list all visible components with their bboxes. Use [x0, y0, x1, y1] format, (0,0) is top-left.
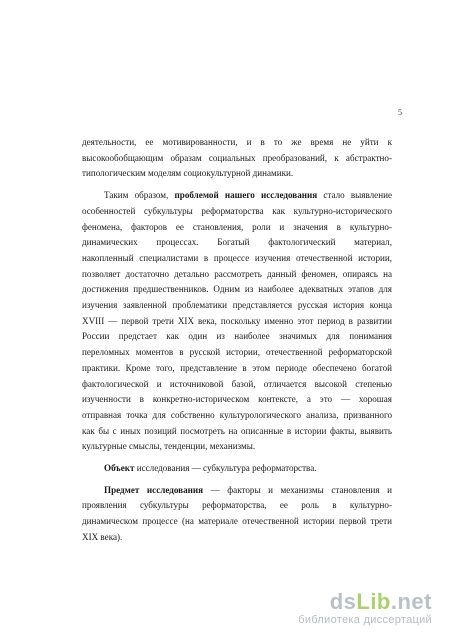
- text-line: [82, 461, 392, 477]
- paragraph-3: [82, 461, 392, 477]
- text-line: [82, 188, 392, 204]
- paragraph-1: [82, 135, 392, 182]
- text-line: России предстает как один из наиболее значимых для понимания: [82, 331, 392, 342]
- text-line: феномена, факторов ее становления, роли и значения в культурно-: [82, 221, 392, 232]
- text-line: [82, 483, 392, 499]
- line-rest: — факторы и механизмы становления и: [203, 484, 392, 495]
- text-line: позволяет достаточно детально рассмотреть данный феномен, опираясь на: [82, 268, 392, 279]
- text-line: переломных моментов в русской истории, отечественной реформаторской: [82, 347, 392, 358]
- dslib-logo: [298, 590, 432, 614]
- problem-term: проблемой нашего исследования: [174, 190, 318, 201]
- text-line: проявления субкультуры реформаторства, ее роль в культурно-: [82, 500, 392, 511]
- text-line: деятельности, ее мотивированности, и в то же время не уйти к: [82, 137, 392, 147]
- text-line: достижения предшественников. Одним из наиболее адекватных этапов для: [82, 284, 392, 295]
- text-line: динамическом процессе (на материале отечественной истории первой трети: [82, 516, 392, 527]
- page-number: 5: [398, 108, 402, 117]
- line-rest: стало выявление: [317, 190, 392, 201]
- text-line: фактологической и источниковой базой, отличается высокой степенью: [82, 378, 392, 389]
- text-line: изученности в конкретно-историческом контексте, а это — хорошая: [82, 394, 392, 405]
- text-line: динамических процессах. Богатый фактологический материал,: [82, 237, 392, 248]
- watermark-subtitle: библиотека диссертаций: [298, 614, 432, 626]
- text-line: культурные смыслы, тенденции, механизмы.: [82, 441, 256, 452]
- paragraph-4: [82, 483, 392, 546]
- text-line: типологическим моделям социокультурной динамики.: [82, 168, 294, 179]
- dslib-watermark: [298, 590, 432, 626]
- text-line: накопленный специалистами в процессе изучения отечественной истории,: [82, 252, 392, 263]
- logo-ds: ds: [329, 589, 357, 614]
- text-line: изучения заявленной проблематики представляется русская история конца: [82, 300, 392, 311]
- text-line: особенностей субкультуры реформаторства как культурно-исторического: [82, 205, 392, 216]
- text-line: практики. Кроме того, представление в этом периоде обеспечено богатой: [82, 362, 392, 373]
- text-line: как бы с иных позиций посмотреть на описанные в истории факты, выявить: [82, 425, 392, 436]
- text-line: XIX века).: [82, 531, 123, 542]
- line-rest: исследования — субкультура реформаторства.: [134, 463, 317, 474]
- text-line: XVIII — первой трети XIX века, поскольку именно этот период в развитии: [82, 315, 392, 326]
- logo-lib: Lib: [356, 589, 391, 614]
- lead-text: Таким образом,: [104, 190, 175, 201]
- object-term: Объект: [104, 463, 135, 474]
- text-line: отправная точка для собственно культурологического анализа, призванного: [82, 409, 392, 420]
- text-line: высокообобщающим образам социальных преобразований, к абстрактно-: [82, 152, 392, 163]
- logo-net: .net: [390, 589, 432, 614]
- subject-term: Предмет исследования: [104, 484, 204, 495]
- paragraph-2: [82, 188, 392, 455]
- document-body: [82, 135, 392, 552]
